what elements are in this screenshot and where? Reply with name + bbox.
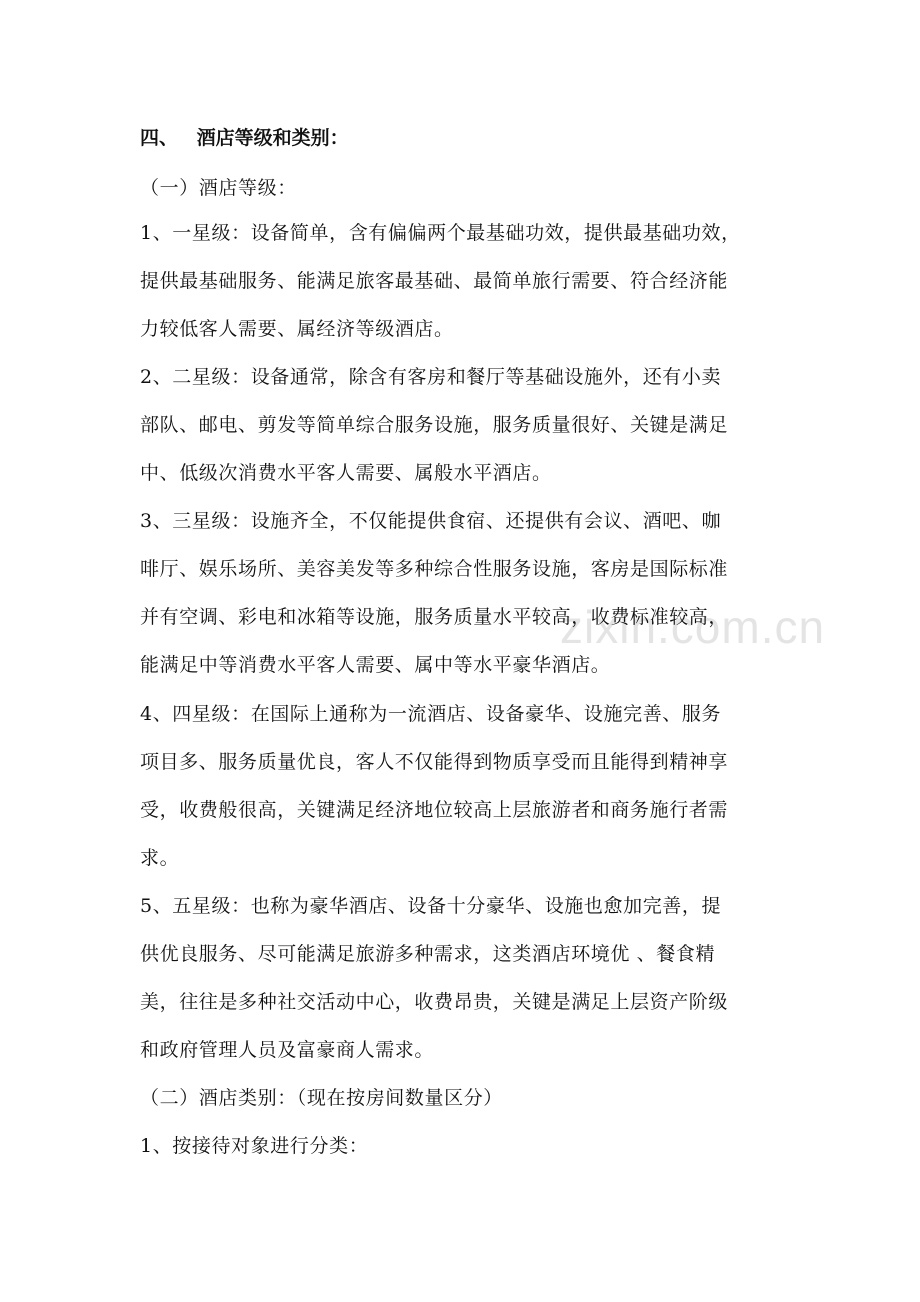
paragraph-line: 美，往往是多种社交活动中心，收费昂贵，关键是满足上层资产阶级 bbox=[140, 991, 729, 1013]
paragraph-line: 5、五星级：也称为豪华酒店、设备十分豪华、设施也愈加完善，提 bbox=[140, 895, 722, 917]
subsection-title: （二）酒店类别：（现在按房间数量区分） bbox=[140, 1087, 503, 1109]
paragraph-line: 1、按接待对象进行分类： bbox=[140, 1135, 369, 1157]
paragraph-line: 供优良服务、尽可能满足旅游多种需求，这类酒店环境优 、餐食精 bbox=[140, 943, 716, 965]
heading-title: 酒店等级和类别： bbox=[196, 127, 349, 149]
paragraph-line: 受，收费般很高，关键满足经济地位较高上层旅游者和商务施行者需 bbox=[140, 799, 729, 821]
paragraph-line: 项目多、服务质量优良，客人不仅能得到物质享受而且能得到精神享 bbox=[140, 751, 729, 773]
paragraph-line: 中、低级次消费水平客人需要、属般水平酒店。 bbox=[140, 462, 552, 484]
paragraph-line: 力较低客人需要、属经济等级酒店。 bbox=[140, 318, 454, 340]
paragraph-line: 4、四星级：在国际上通称为一流酒店、设备豪华、设施完善、服务 bbox=[140, 703, 722, 725]
section-heading bbox=[140, 118, 349, 158]
paragraph-line: 并有空调、彩电和冰箱等设施，服务质量水平较高，收费标准较高， bbox=[140, 606, 729, 628]
paragraph-line: 和政府管理人员及富豪商人需求。 bbox=[140, 1039, 435, 1061]
watermark: zixin.com.cn bbox=[560, 601, 826, 653]
paragraph-line: 提供最基础服务、能满足旅客最基础、最简单旅行需要、符合经济能 bbox=[140, 270, 729, 292]
paragraph-line: 3、三星级：设施齐全，不仅能提供食宿、还提供有会议、酒吧、咖 bbox=[140, 510, 722, 532]
paragraph-line: 2、二星级：设备通常，除含有客房和餐厅等基础设施外，还有小卖 bbox=[140, 366, 722, 388]
heading-number: 四、 bbox=[140, 127, 179, 149]
paragraph-line: 能满足中等消费水平客人需要、属中等水平豪华酒店。 bbox=[140, 654, 611, 676]
paragraph-line: 1、一星级：设备简单，含有偏偏两个最基础功效，提供最基础功效， bbox=[140, 222, 741, 244]
subsection-title: （一）酒店等级： bbox=[140, 177, 297, 199]
paragraph-line: 部队、邮电、剪发等简单综合服务设施，服务质量很好、关键是满足 bbox=[140, 414, 729, 436]
paragraph-line: 啡厅、娱乐场所、美容美发等多种综合性服务设施，客房是国际标准 bbox=[140, 558, 729, 580]
paragraph-line: 求。 bbox=[140, 847, 180, 869]
